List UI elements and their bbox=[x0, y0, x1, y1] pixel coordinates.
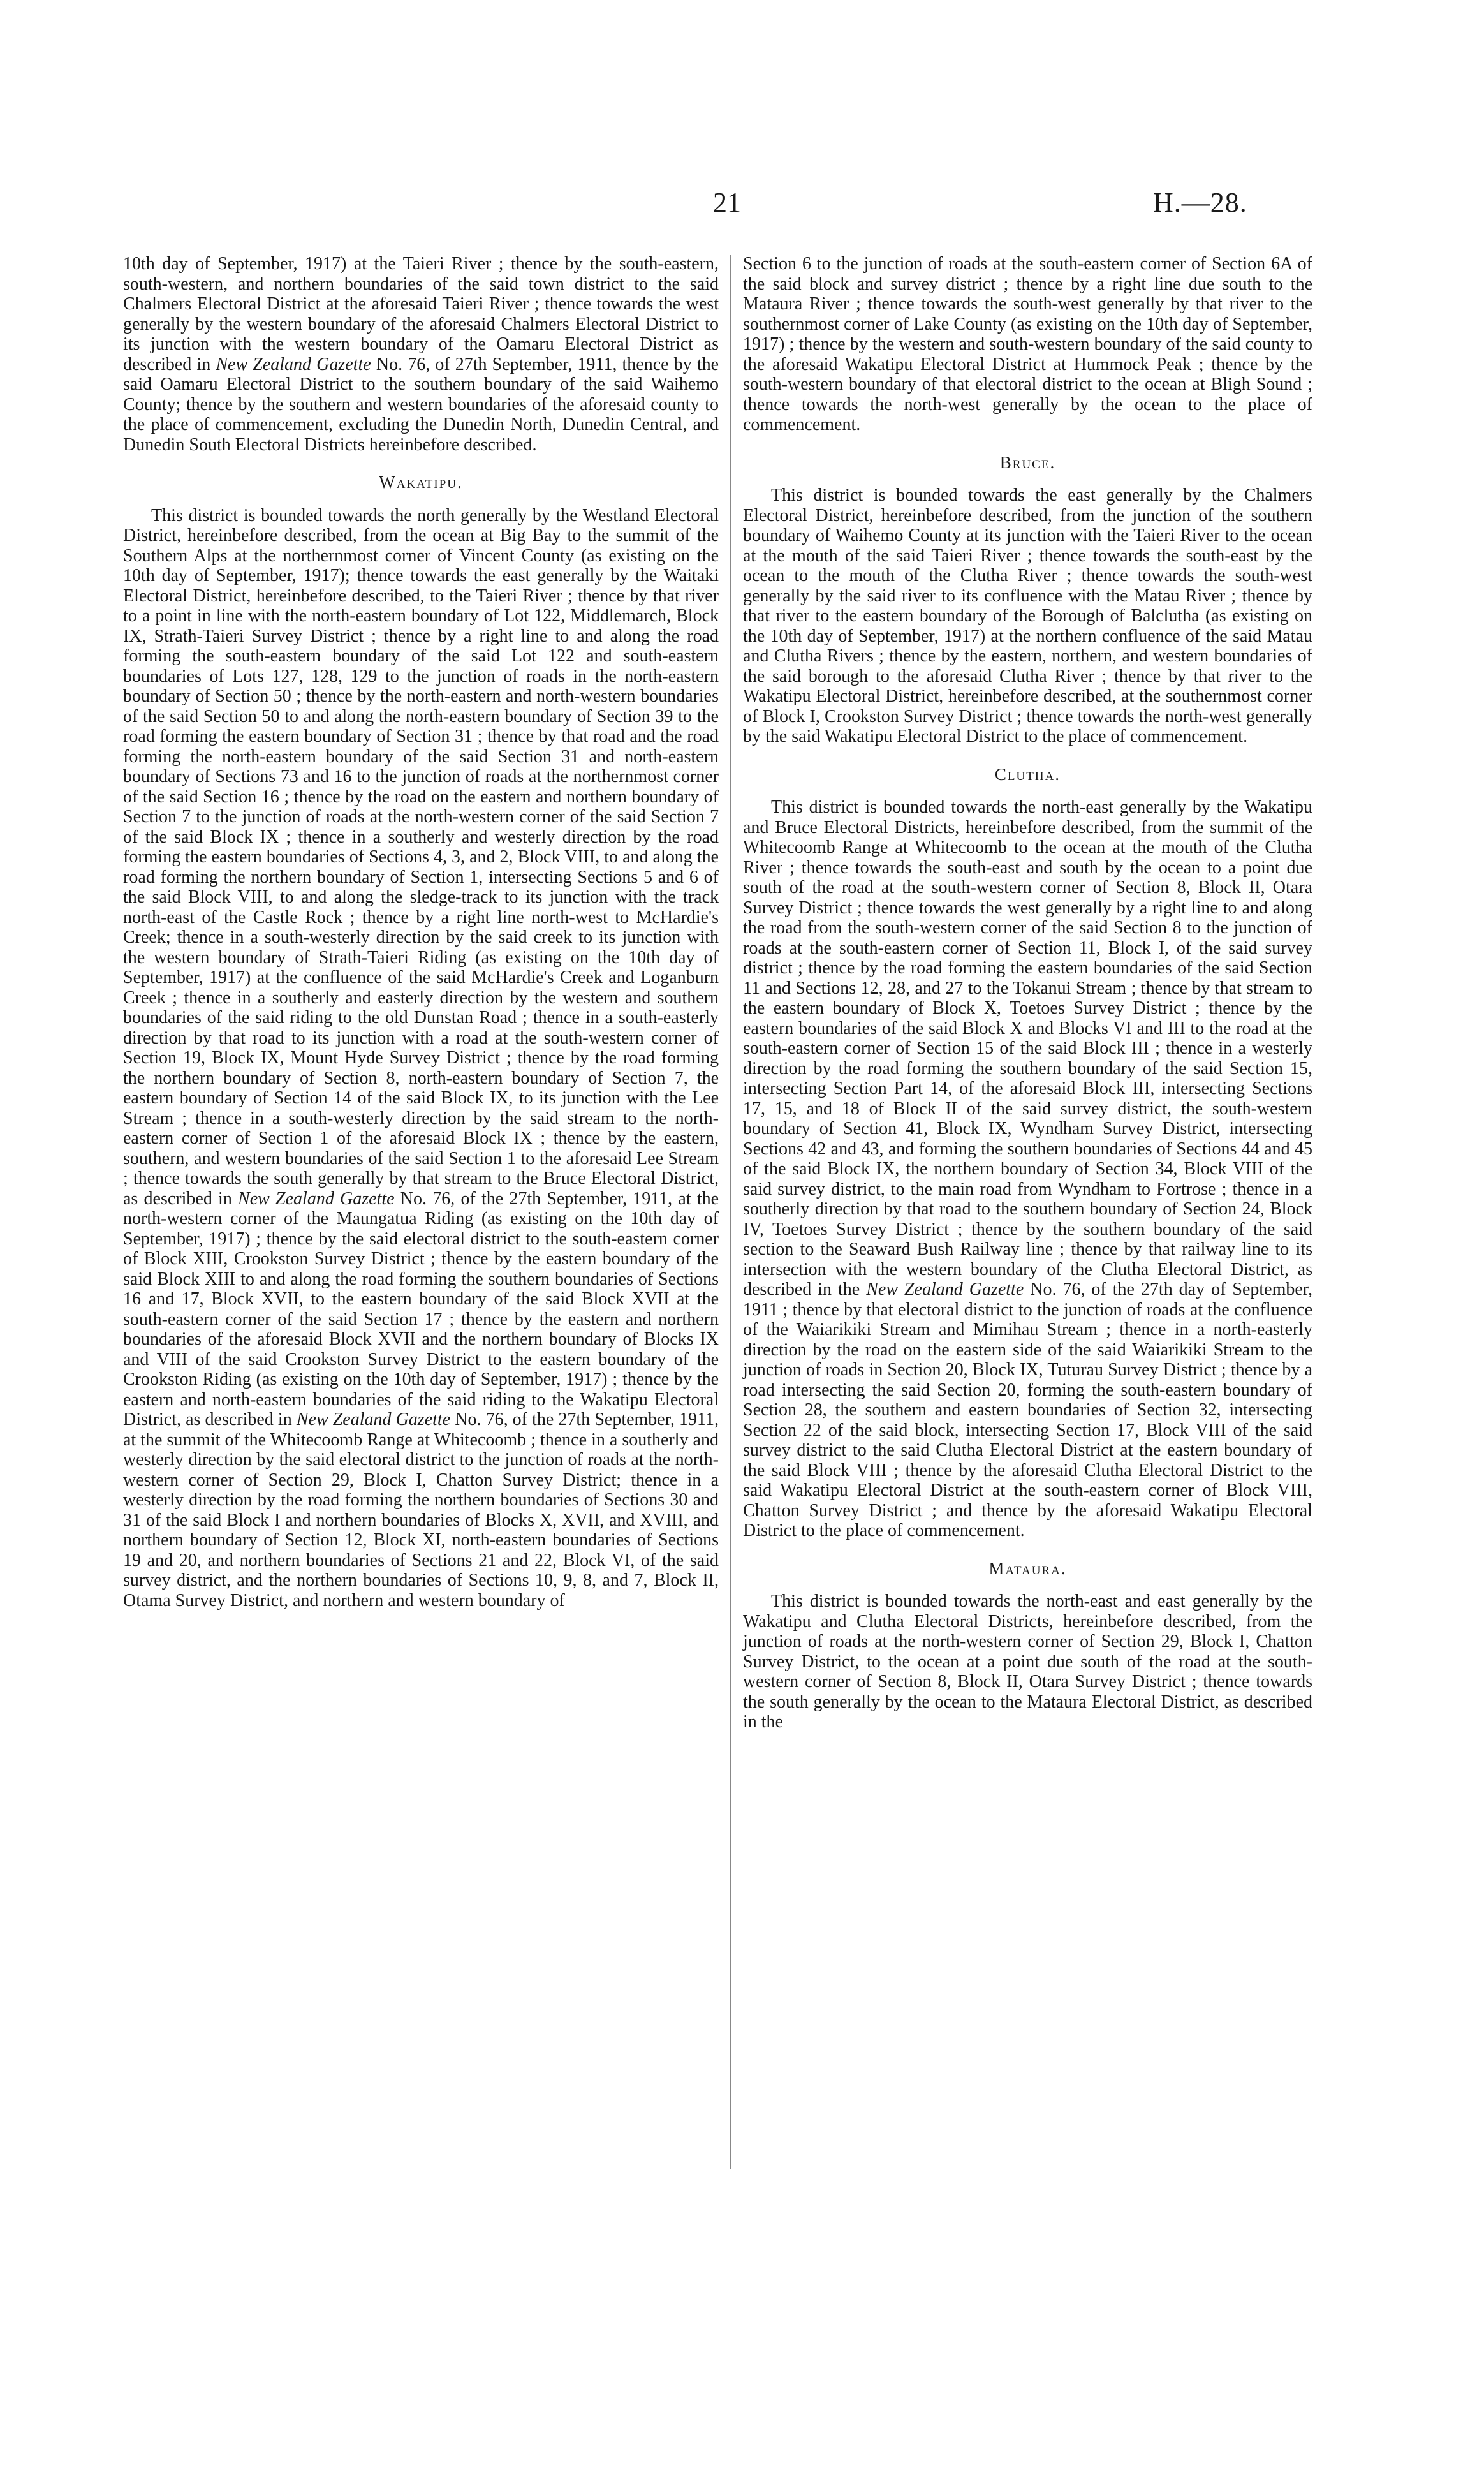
text-segment: No. 76, of the 27th day of September, 1911 ; thence by that electoral district to the junction of roads at the confluence of the Waiarikiki Stream and Mimihau Stream ; thence in a north-easterly direction by the road on the eastern side of the said Waiarikiki Stream to the junction of roads in Section 20, Block IX, Tuturau Survey District ; thence by a road intersecting the said Section 20, forming the south-eastern boundary of Section 28, the southern and eastern boundaries of Section 32, intersecting Section 22 of the said block, intersecting Section 17, Block VIII of the said survey district to the said Clutha Electoral District at the eastern boundary of the said Block VIII ; thence by the aforesaid Clutha Electoral District to the said Wakatipu Electoral District at the south-eastern corner of Block VIII, Chatton Survey District ; and thence by the aforesaid Wakatipu Electoral District to the place of commencement. bbox=[743, 1280, 1312, 1540]
section-heading-mataura: Mataura. bbox=[988, 1558, 1067, 1578]
text-segment: This district is bounded towards the north generally by the Westland Electoral District, hereinbefore described, from the ocean at Big Bay to the summit of the Southern Alps at the northernmost corner of Vincent County (as existing on the 10th day of September, 1917); thence towards the east generally by the Waitaki Electoral District, hereinbefore described, to the Taieri River ; thence by that river to a point in line with the north-eastern boundary of Lot 122, Middlemarch, Block IX, Strath-Taieri Survey District ; thence by a right line to and along the road forming the south-eastern boundary of the said Lot 122 and south-eastern boundaries of Lots 127, 128, 129 to the junction of roads in the north-eastern boundary of Section 50 ; thence by the north-eastern and north-western boundaries of the said Section 50 to and along the north-eastern boundary of Section 39 to the road forming the eastern boundary of Section 31 ; thence by that road and the road forming the north-eastern boundary of the said Section 31 and north-eastern boundary of Sections 73 and 16 to the junction of roads at the northernmost corner of the said Section 16 ; thence by the road on the eastern and northern boundary of Section 7 to the junction of roads at the north-western corner of the said Section 7 of the said Block IX ; thence in a southerly and westerly direction by the road forming the eastern boundaries of Sections 4, 3, and 2, Block VIII, to and along the road forming the northern boundary of Section 1, intersecting Sections 5 and 6 of the said Block VIII, to and along the sledge-track to its junction with the track north-east of the Castle Rock ; thence by a right line north-west to McHardie's Creek; thence in a south-westerly direction by the said creek to its junction with the western boundary of Strath-Taieri Riding (as existing on the 10th day of September, 1917) at the confluence of the said McHardie's Creek and Loganburn Creek ; thence in a southerly and easterly direction by the western and southern boundaries of the said riding to the old Dunstan Road ; thence in a south-easterly direction by that road to its junction with a road at the south-western corner of Section 19, Block IX, Mount Hyde Survey District ; thence by the road forming the northern boundary of Section 8, north-eastern boundary of Section 7, the eastern boundary of Section 14 of the said Block IX, to its junction with the Lee Stream ; thence in a south-westerly direction by the said stream to the north-eastern corner of Section 1 of the aforesaid Block IX ; thence by the eastern, southern, and western boundaries of the said Section 1 to the aforesaid Lee Stream ; thence towards the south generally by that stream to the Bruce Electoral District, as described in bbox=[123, 505, 719, 1209]
paragraph-continued bbox=[123, 254, 719, 455]
text-segment: No. 76, of 27th September, 1911, thence by the said Oamaru Electoral District to the southern boundary of the said Waihemo County; thence by the southern and western boundaries of the aforesaid county to the place of commencement, excluding the Dunedin North, Dunedin Central, and Dunedin South Electoral Districts hereinbefore described. bbox=[123, 354, 719, 455]
text-segment: This district is bounded towards the north-east generally by the Wakatipu and Bruce Electoral Districts, hereinbefore described, from the summit of the Whitecoomb Range at Whitecoomb to the ocean at the mouth of the Clutha River ; thence towards the south-east and south by the ocean to a point due south of the road at the south-western corner of Section 8, Block II, Otara Survey District ; thence towards the west generally by a right line to and along the road from the south-western corner of the said Section 8 to the junction of roads at the south-eastern corner of Section 11, Block I, of the said survey district ; thence by the road forming the eastern boundaries of the said Section 11 and Sections 12, 28, and 27 to the Tokanui Stream ; thence by that stream to the eastern boundary of Block X, Toetoes Survey District ; thence by the eastern boundaries of the said Block X and Blocks VI and III to the road at the south-eastern corner of Section 15 of the said Block III ; thence in a westerly direction by the road forming the southern boundary of the said Section 15, intersecting Section Part 14, of the aforesaid Block III, intersecting Sections 17, 15, and 18 of Block II of the said survey district, the south-western boundary of Section 41, Block IX, Wyndham Survey District, intersecting Sections 42 and 43, and forming the southern boundaries of Sections 44 and 45 of the said Block IX, the northern boundary of Section 34, Block VIII of the said survey district, to the main road from Wyndham to Fortrose ; thence in a southerly direction by that road to the southern boundary of Section 24, Block IV, Toetoes Survey District ; thence by the southern boundary of the said section to the Seaward Bush Railway line ; thence by that railway line to its intersection with the western boundary of the Clutha Electoral District, as described in the bbox=[743, 797, 1312, 1299]
gazette-reference: New Zealand Gazette bbox=[238, 1188, 395, 1209]
text-segment: 10th day of September, 1917) at the Taieri River ; thence by the south-eastern, south-western, and northern boundaries of the said town district to the said Chalmers Electoral District at the aforesaid Taieri River ; thence towards the west generally by the western boundary of the aforesaid Chalmers Electoral District to its junction with the western boundary of the Oamaru Electoral District as described in bbox=[123, 254, 719, 374]
gazette-reference: New Zealand Gazette bbox=[296, 1410, 451, 1429]
gazette-reference: New Zealand Gazette bbox=[866, 1280, 1024, 1299]
gazette-reference: New Zealand Gazette bbox=[216, 354, 371, 374]
paragraph-bruce: This district is bounded towards the east generally by the Chalmers Electoral District, hereinbefore described, from the junction of the southern boundary of Waihemo County at its junction with the Taieri River to the ocean at the mouth of the said Taieri River ; thence towards the south-east by the ocean to the mouth of the Clutha River ; thence towards the south-west generally by the said river to its confluence with the Matau River ; thence by that river to the eastern boundary of the Borough of Balclutha (as existing on the 10th day of September, 1917) at the northern confluence of the said Matau and Clutha Rivers ; thence by the eastern, northern, and western boundaries of the said borough to the aforesaid Clutha River ; thence by that river to the Wakatipu Electoral District, hereinbefore described, at the southernmost corner of Block I, Crookston Survey District ; thence towards the north-west generally by the said Wakatipu Electoral District to the place of commencement. bbox=[743, 485, 1312, 746]
right-column bbox=[743, 254, 1312, 1732]
paragraph-continued: Section 6 to the junction of roads at the south-eastern corner of Section 6A of the said block and survey district ; thence by a right line due south to the Mataura River ; thence towards the south-west generally by that river to the southernmost corner of Lake County (as existing on the 10th day of September, 1917) ; thence by the western and south-western boundary of the said county to the aforesaid Wakatipu Electoral District at Hummock Peak ; thence by the south-western boundary of that electoral district to the ocean at Bligh Sound ; thence towards the north-west generally by the ocean to the place of commencement. bbox=[743, 254, 1312, 434]
document-reference: H.—28. bbox=[1153, 187, 1247, 218]
page-number: 21 bbox=[713, 187, 741, 218]
section-heading-clutha: Clutha. bbox=[994, 764, 1061, 784]
left-column bbox=[123, 254, 719, 1611]
section-heading-wakatipu: Wakatipu. bbox=[379, 473, 463, 492]
text-segment: No. 76, of the 27th September, 1911, at the north-western corner of the Maungatua Riding (as existing on the 10th day of September, 1917) ; thence by the said electoral district to the south-eastern corner of Block XIII, Crookston Survey District ; thence by the eastern boundary of the said Block XIII to and along the road forming the southern boundaries of Sections 16 and 17, Block XVII, to the eastern boundary of the said Block XVII at the south-eastern corner of the said Section 17 ; thence by the eastern and northern boundaries of the aforesaid Block XVII and the northern boundary of Blocks IX and VIII of the said Crookston Survey District to the eastern boundary of the Crookston Riding (as existing on the 10th day of September, 1917) ; thence by the eastern and north-eastern boundaries of the said riding to the Wakatipu Electoral District, as described in bbox=[123, 1188, 719, 1429]
paragraph-clutha bbox=[743, 797, 1312, 1541]
paragraph-mataura: This district is bounded towards the north-east and east generally by the Wakatipu and Clutha Electoral Districts, hereinbefore described, from the junction of roads at the north-western corner of Section 29, Block I, Chatton Survey District, to the ocean at a point due south of the road at the south-western corner of Section 8, Block II, Otara Survey District ; thence towards the south generally by the ocean to the Mataura Electoral District, as described in the bbox=[743, 1591, 1312, 1732]
column-divider bbox=[730, 255, 731, 2169]
paragraph-wakatipu bbox=[123, 506, 719, 1611]
text-segment: No. 76, of the 27th September, 1911, at the summit of the Whitecoomb Range at Whitecoomb ; thence in a southerly and westerly direction by the said electoral district to the junction of roads at the north-western corner of Section 29, Block I, Chatton Survey District; thence in a westerly direction by the road forming the northern boundaries of Sections 30 and 31 of the said Block I and northern boundaries of Blocks X, XVII, and XVIII, and northern boundary of Section 12, Block XI, north-eastern boundaries of Sections 19 and 20, and northern boundaries of Sections 21 and 22, Block VI, of the said survey district, and the northern boundaries of Sections 10, 9, 8, and 7, Block II, Otama Survey District, and northern and western boundary of bbox=[123, 1410, 719, 1611]
section-heading-bruce: Bruce. bbox=[999, 452, 1056, 472]
